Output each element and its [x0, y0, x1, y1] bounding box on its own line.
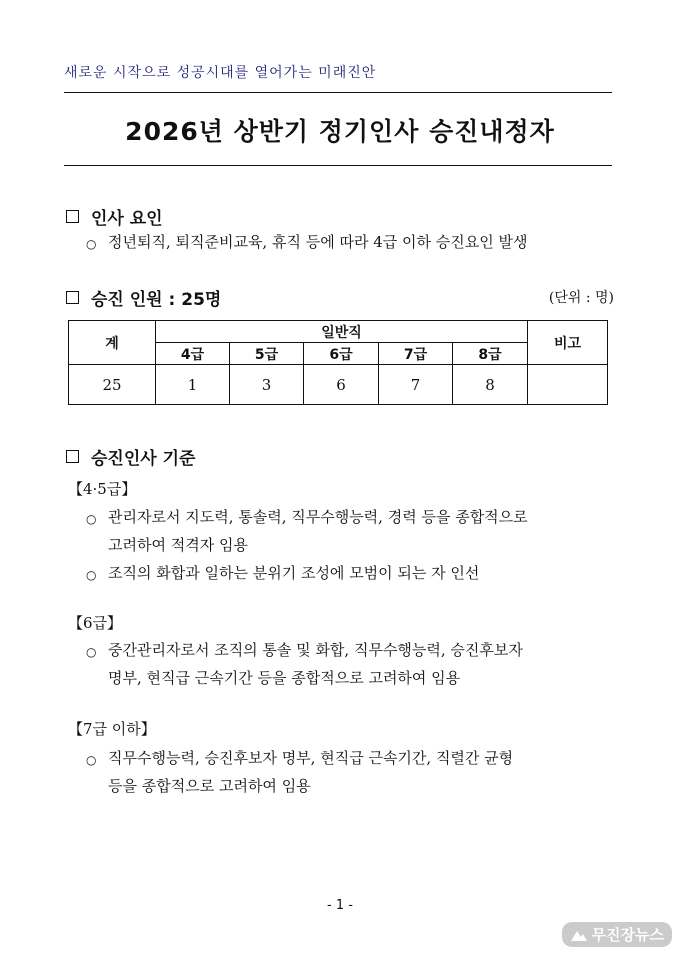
- grade-group-label: 【4·5급】: [68, 480, 137, 498]
- square-bullet-icon: [66, 291, 79, 304]
- grade-group-label: 【7급 이하】: [68, 720, 156, 738]
- bullet-line: 중간관리자로서 조직의 통솔 및 화합, 직무수행능력, 승진후보자: [108, 641, 523, 659]
- header-grade: 4급: [156, 343, 230, 365]
- bullet-text: [108, 503, 620, 559]
- header-rule-bottom: [64, 165, 612, 166]
- circle-bullet-icon: ○: [86, 645, 97, 659]
- header-note: 비고: [528, 321, 608, 365]
- bullet-line: 명부, 현직급 근속기간 등을 종합적으로 고려하여 임용: [108, 669, 461, 687]
- list-item: [86, 744, 620, 800]
- bullet-line: 관리자로서 지도력, 통솔력, 직무수행능력, 경력 등을 종합적으로: [108, 508, 528, 526]
- section-heading-text: 인사 요인: [91, 209, 163, 229]
- watermark-text: 무진장뉴스: [591, 926, 664, 944]
- bullet-text: [108, 636, 620, 692]
- header-grade: 6급: [304, 343, 379, 365]
- section-heading-reason: [66, 204, 163, 229]
- list-item: [86, 228, 616, 258]
- cell-count: 6: [304, 365, 379, 405]
- cell-note: [528, 365, 608, 405]
- list-item: [86, 503, 620, 559]
- header-grade: 7급: [379, 343, 453, 365]
- list-item: [86, 559, 620, 589]
- circle-bullet-icon: ○: [86, 512, 97, 526]
- section-heading-text: 승진인사 기준: [91, 449, 196, 469]
- bullet-text: [108, 744, 620, 800]
- cell-count: 1: [156, 365, 230, 405]
- page-title: 2026년 상반기 정기인사 승진내정자: [125, 117, 555, 146]
- cell-count: 8: [453, 365, 528, 405]
- slogan: 새로운 시작으로 성공시대를 열어가는 미래진안: [64, 65, 377, 81]
- header-grade: 5급: [230, 343, 304, 365]
- circle-bullet-icon: ○: [86, 568, 97, 582]
- header-rule-top: [64, 92, 612, 93]
- header-general-service: 일반직: [156, 321, 528, 343]
- bullet-line: 직무수행능력, 승진후보자 명부, 현직급 근속기간, 직렬간 균형: [108, 749, 514, 767]
- square-bullet-icon: [66, 450, 79, 463]
- unit-label: (단위 : 명): [548, 290, 614, 306]
- section-heading-count: [66, 285, 221, 310]
- grade-group-label: 【6급】: [68, 614, 123, 632]
- list-item: [86, 636, 620, 692]
- bullet-line: 고려하여 적격자 임용: [108, 536, 248, 554]
- cell-count: 7: [379, 365, 453, 405]
- cell-count: 3: [230, 365, 304, 405]
- bullet-text: 정년퇴직, 퇴직준비교육, 휴직 등에 따라 4급 이하 승진요인 발생: [108, 233, 528, 251]
- cell-total: 25: [69, 365, 156, 405]
- section-heading-criteria: [66, 444, 195, 469]
- circle-bullet-icon: ○: [86, 237, 97, 251]
- header-grade: 8급: [453, 343, 528, 365]
- mountain-icon: [570, 928, 588, 942]
- section-heading-text: 승진 인원 : 25명: [91, 290, 222, 310]
- square-bullet-icon: [66, 210, 79, 223]
- bullet-line: 등을 종합적으로 고려하여 임용: [108, 777, 311, 795]
- page-number: - 1 -: [327, 898, 353, 913]
- promotion-count-table: [68, 320, 608, 405]
- bullet-text: 조직의 화합과 일하는 분위기 조성에 모범이 되는 자 인선: [108, 564, 480, 582]
- circle-bullet-icon: ○: [86, 753, 97, 767]
- header-total: 계: [69, 321, 156, 365]
- watermark: [562, 922, 672, 947]
